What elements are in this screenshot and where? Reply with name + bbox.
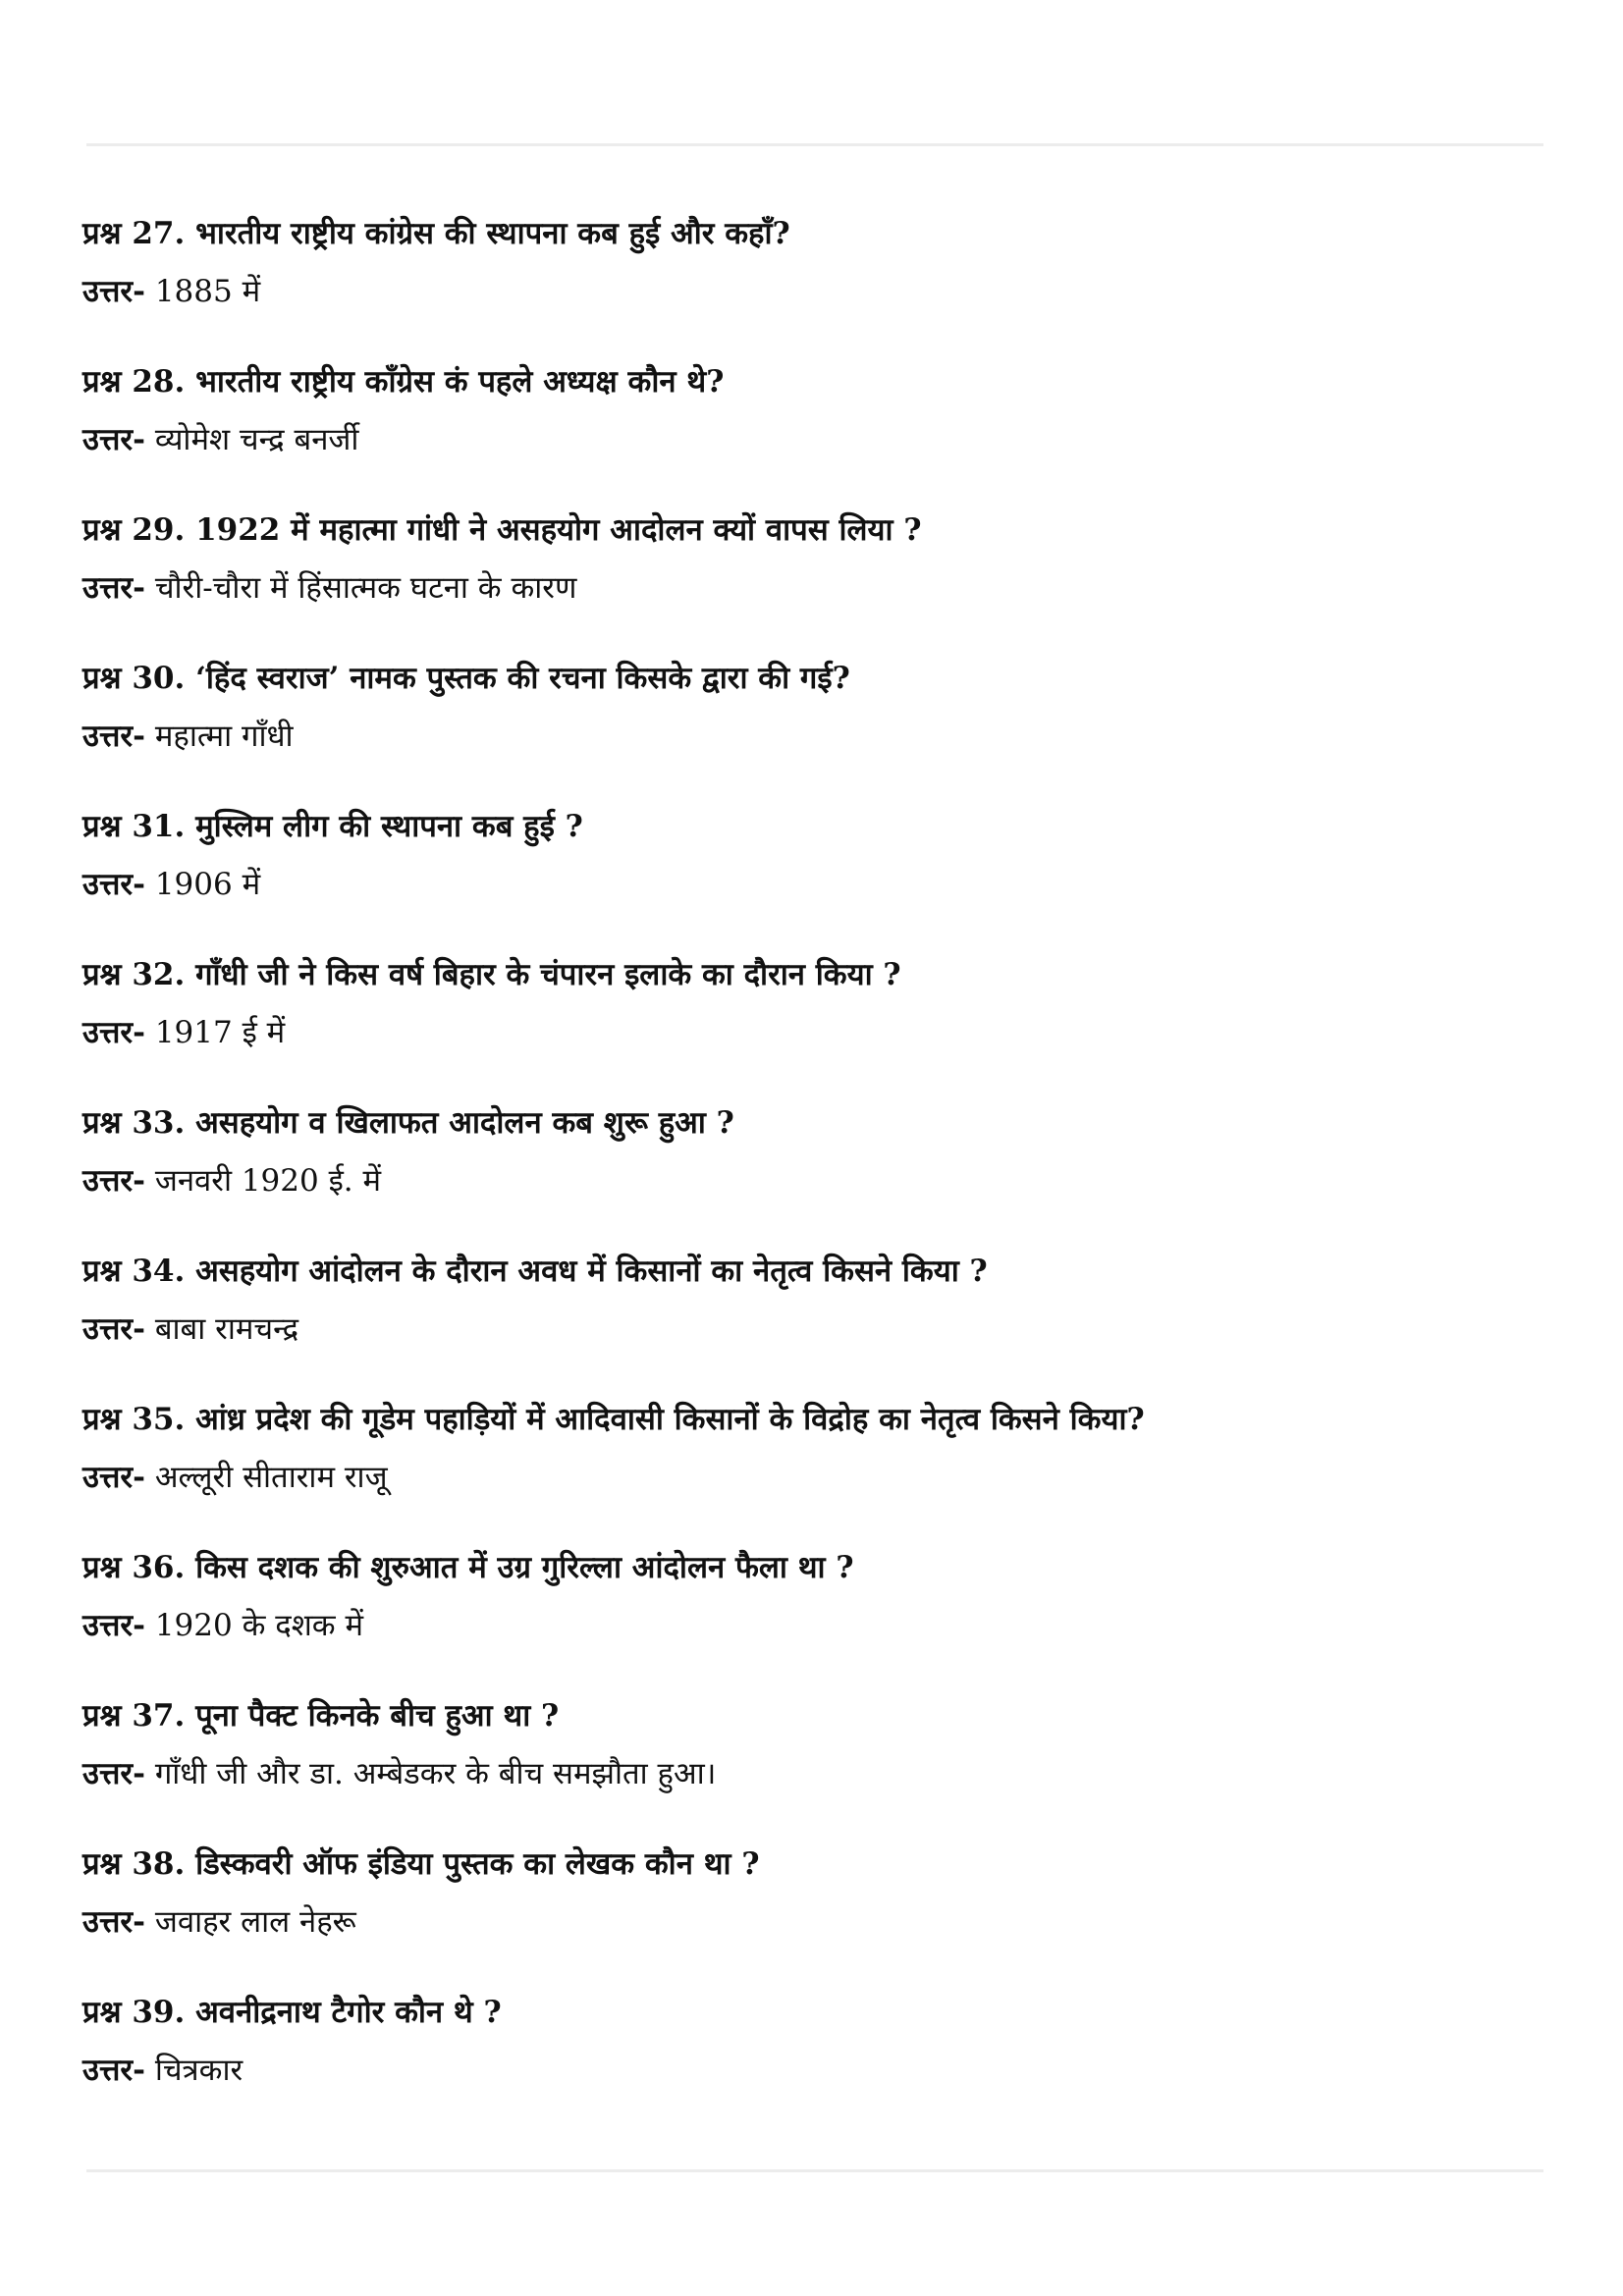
question-text: प्रश्न 32. गाँधी जी ने किस वर्ष बिहार के चंपारन इलाके का दौरान किया ? bbox=[82, 957, 901, 992]
question-text: प्रश्न 37. पूना पैक्ट किनके बीच हुआ था ? bbox=[82, 1698, 560, 1734]
answer-text: गाँधी जी और डा. अम्बेडकर के बीच समझौता हुआ। bbox=[154, 1756, 717, 1791]
qa-item-38 bbox=[82, 1833, 1555, 1981]
qa-item-29 bbox=[82, 499, 1555, 647]
answer-label: उत्तर- bbox=[82, 274, 145, 309]
qa-item-32 bbox=[82, 943, 1555, 1092]
qa-item-36 bbox=[82, 1536, 1555, 1684]
question-text: प्रश्न 30. ‘हिंद स्वराज’ नामक पुस्तक की रचना किसके द्वारा की गई? bbox=[82, 661, 850, 696]
question-text: प्रश्न 27. भारतीय राष्ट्रीय कांग्रेस की स्थापना कब हुई और कहाँ? bbox=[82, 216, 790, 251]
qa-item-37 bbox=[82, 1684, 1555, 1833]
qa-item-33 bbox=[82, 1092, 1555, 1240]
answer-line bbox=[82, 1161, 381, 1201]
answer-text: 1917 ई में bbox=[154, 1015, 286, 1050]
answer-line bbox=[82, 420, 358, 459]
question-text: प्रश्न 39. अवनीद्रनाथ टैगोर कौन थे ? bbox=[82, 1995, 502, 2030]
qa-item-30 bbox=[82, 647, 1555, 795]
answer-label: उत्तर- bbox=[82, 1163, 145, 1199]
answer-text: बाबा रामचन्द्र bbox=[154, 1311, 299, 1347]
answer-text: चौरी-चौरा में हिंसात्मक घटना के कारण bbox=[154, 570, 577, 606]
bottom-divider bbox=[86, 2169, 1543, 2172]
answer-text: 1906 में bbox=[154, 867, 261, 902]
answer-text: 1885 में bbox=[154, 274, 261, 309]
answer-text: चित्रकार bbox=[154, 2053, 243, 2088]
answer-text: जवाहर लाल नेहरू bbox=[154, 1904, 356, 1940]
answer-label: उत्तर- bbox=[82, 719, 145, 754]
question-text: प्रश्न 38. डिस्कवरी ऑफ इंडिया पुस्तक का लेखक कौन था ? bbox=[82, 1846, 760, 1882]
answer-label: उत्तर- bbox=[82, 570, 145, 606]
answer-label: उत्तर- bbox=[82, 1311, 145, 1347]
question-text: प्रश्न 31. मुस्लिम लीग की स्थापना कब हुई ? bbox=[82, 809, 583, 844]
answer-text: व्योमेश चन्द्र बनर्जी bbox=[154, 422, 359, 457]
answer-text: 1920 के दशक में bbox=[154, 1608, 363, 1643]
answer-label: उत्तर- bbox=[82, 1460, 145, 1495]
answer-line bbox=[82, 568, 576, 608]
answer-line bbox=[82, 2051, 243, 2090]
question-text: प्रश्न 36. किस दशक की शुरुआत में उग्र गुरिल्ला आंदोलन फैला था ? bbox=[82, 1550, 854, 1585]
answer-line bbox=[82, 272, 260, 311]
answer-label: उत्तर- bbox=[82, 1015, 145, 1050]
question-text: प्रश्न 34. असहयोग आंदोलन के दौरान अवध में किसानों का नेतृत्व किसने किया ? bbox=[82, 1254, 988, 1289]
answer-label: उत्तर- bbox=[82, 1756, 145, 1791]
answer-line bbox=[82, 1754, 716, 1793]
answer-line bbox=[82, 1606, 363, 1645]
answer-text: महात्मा गाँधी bbox=[154, 719, 294, 754]
qa-item-27 bbox=[82, 202, 1555, 350]
answer-line bbox=[82, 1902, 356, 1942]
answer-label: उत्तर- bbox=[82, 867, 145, 902]
qa-item-35 bbox=[82, 1388, 1555, 1536]
question-text: प्रश्न 28. भारतीय राष्ट्रीय काँग्रेस कं पहले अध्यक्ष कौन थे? bbox=[82, 364, 725, 400]
answer-text: जनवरी 1920 ई. में bbox=[154, 1163, 382, 1199]
question-text: प्रश्न 35. आंध्र प्रदेश की गूडेम पहाड़ियों में आदिवासी किसानों के विद्रोह का नेतृत्व किसने किया? bbox=[82, 1402, 1145, 1437]
answer-line bbox=[82, 717, 294, 756]
answer-label: उत्तर- bbox=[82, 1904, 145, 1940]
answer-line bbox=[82, 1309, 298, 1349]
answer-line bbox=[82, 1458, 388, 1497]
question-text: प्रश्न 33. असहयोग व खिलाफत आदोलन कब शुरू हुआ ? bbox=[82, 1105, 734, 1141]
answer-label: उत्तर- bbox=[82, 2053, 145, 2088]
qa-item-28 bbox=[82, 350, 1555, 499]
answer-line bbox=[82, 1013, 285, 1052]
answer-label: उत्तर- bbox=[82, 1608, 145, 1643]
qa-item-31 bbox=[82, 795, 1555, 943]
qa-item-39 bbox=[82, 1981, 1555, 2129]
question-answer-list bbox=[82, 202, 1555, 2129]
answer-line bbox=[82, 865, 260, 904]
question-text: प्रश्न 29. 1922 में महात्मा गांधी ने असहयोग आदोलन क्यों वापस लिया ? bbox=[82, 512, 922, 548]
qa-item-34 bbox=[82, 1240, 1555, 1388]
top-divider bbox=[86, 143, 1543, 146]
answer-text: अल्लूरी सीताराम राजू bbox=[154, 1460, 388, 1495]
answer-label: उत्तर- bbox=[82, 422, 145, 457]
